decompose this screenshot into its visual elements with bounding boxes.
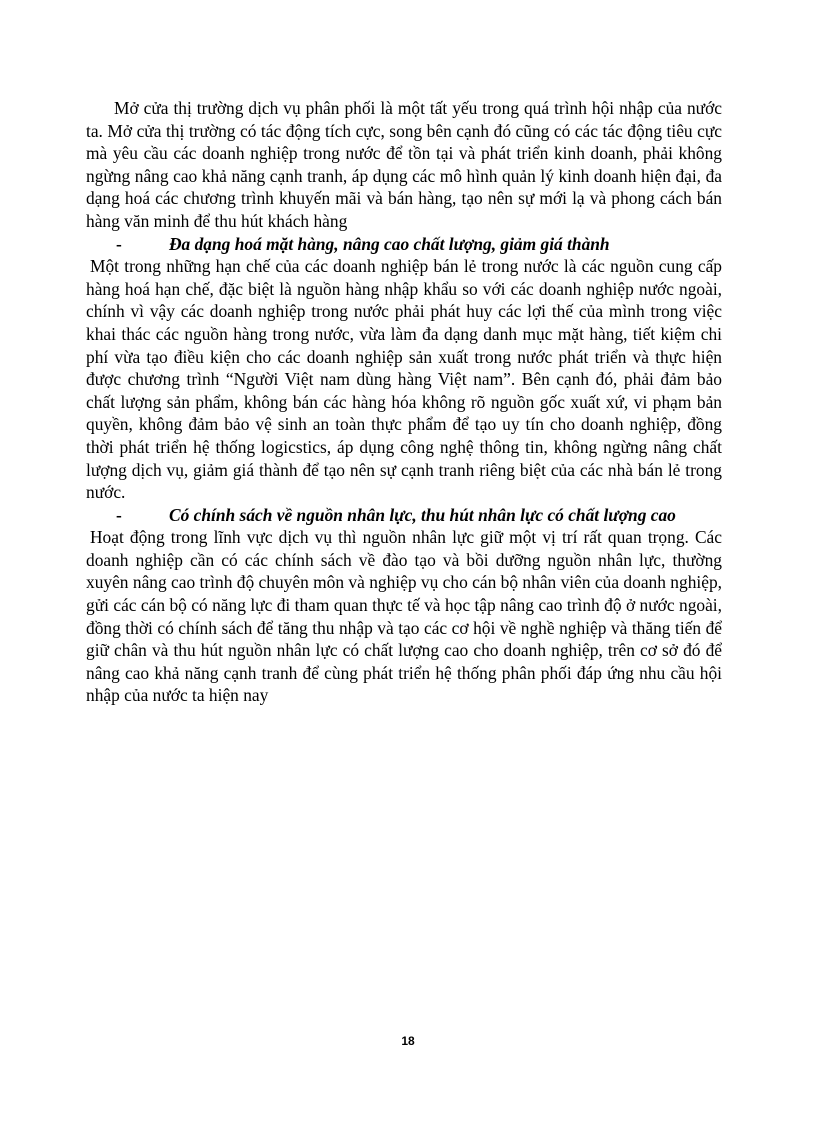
section-heading-product-diversification: [86, 233, 722, 256]
bullet-dash: -: [116, 504, 122, 525]
section-body-human-resources: Hoạt động trong lĩnh vực dịch vụ thì nguồn nhân lực giữ một vị trí rất quan trọng. Các doanh nghiệp cần có các chính sách về đào tạo và bồi dưỡng nguồn nhân lực, thường xuyên nâng cao trình độ chuyên môn và nghiệp vụ cho cán bộ nhân viên của doanh nghiệp, gửi các cán bộ có năng lực đi tham quan thực tế và học tập nâng cao trình độ ở nước ngoài, đồng thời có chính sách để tăng thu nhập và tạo các cơ hội về nghề nghiệp và thăng tiến để giữ chân và thu hút nguồn nhân lực có chất lượng cao cho doanh nghiệp, trên cơ sở đó để nâng cao khả năng cạnh tranh để cùng phát triển hệ thống phân phối đáp ứng nhu cầu hội nhập của nước ta hiện nay: [86, 527, 722, 706]
section-body-product-diversification: Một trong những hạn chế của các doanh nghiệp bán lẻ trong nước là các nguồn cung cấp hàng hoá hạn chế, đặc biệt là nguồn hàng nhập khẩu so với các doanh nghiệp nước ngoài, chính vì vậy các doanh nghiệp trong nước phải phát huy các lợi thế của mình trong việc khai thác các nguồn hàng trong nước, vừa làm đa dạng danh mục mặt hàng, tiết kiệm chi phí vừa tạo điều kiện cho các doanh nghiệp sản xuất trong nước phát triển và thực hiện được chương trình “Người Việt nam dùng hàng Việt nam”. Bên cạnh đó, phải đảm bảo chất lượng sản phẩm, không bán các hàng hóa không rõ nguồn gốc xuất xứ, vi phạm bản quyền, không đảm bảo vệ sinh an toàn thực phẩm để tạo uy tín cho doanh nghiệp, đồng thời phát triển hệ thống logicstics, áp dụng công nghệ thông tin, không ngừng nâng chất lượng dịch vụ, giảm giá thành để tạo nên sự cạnh tranh riêng biệt của các nhà bán lẻ trong nước.: [86, 256, 722, 503]
document-body: [86, 97, 722, 707]
heading-text: Có chính sách về nguồn nhân lực, thu hút nhân lực có chất lượng cao: [169, 504, 676, 525]
page-number: 18: [401, 1034, 415, 1048]
section-heading-human-resources: [86, 504, 722, 527]
heading-text: Đa dạng hoá mặt hàng, nâng cao chất lượng, giảm giá thành: [169, 233, 610, 254]
bullet-dash: -: [116, 233, 122, 254]
intro-paragraph: Mở cửa thị trường dịch vụ phân phối là một tất yếu trong quá trình hội nhập của nước ta. Mở cửa thị trường có tác động tích cực, song bên cạnh đó cũng có các tác động tiêu cực mà yêu cầu các doanh nghiệp trong nước để tồn tại và phát triển kinh doanh, phải không ngừng nâng cao khả năng cạnh tranh, áp dụng các mô hình quản lý kinh doanh hiện đại, đa dạng hoá các chương trình khuyến mãi và bán hàng, tạo nên sự mới lạ và phong cách bán hàng văn minh để thu hút khách hàng: [86, 98, 722, 231]
